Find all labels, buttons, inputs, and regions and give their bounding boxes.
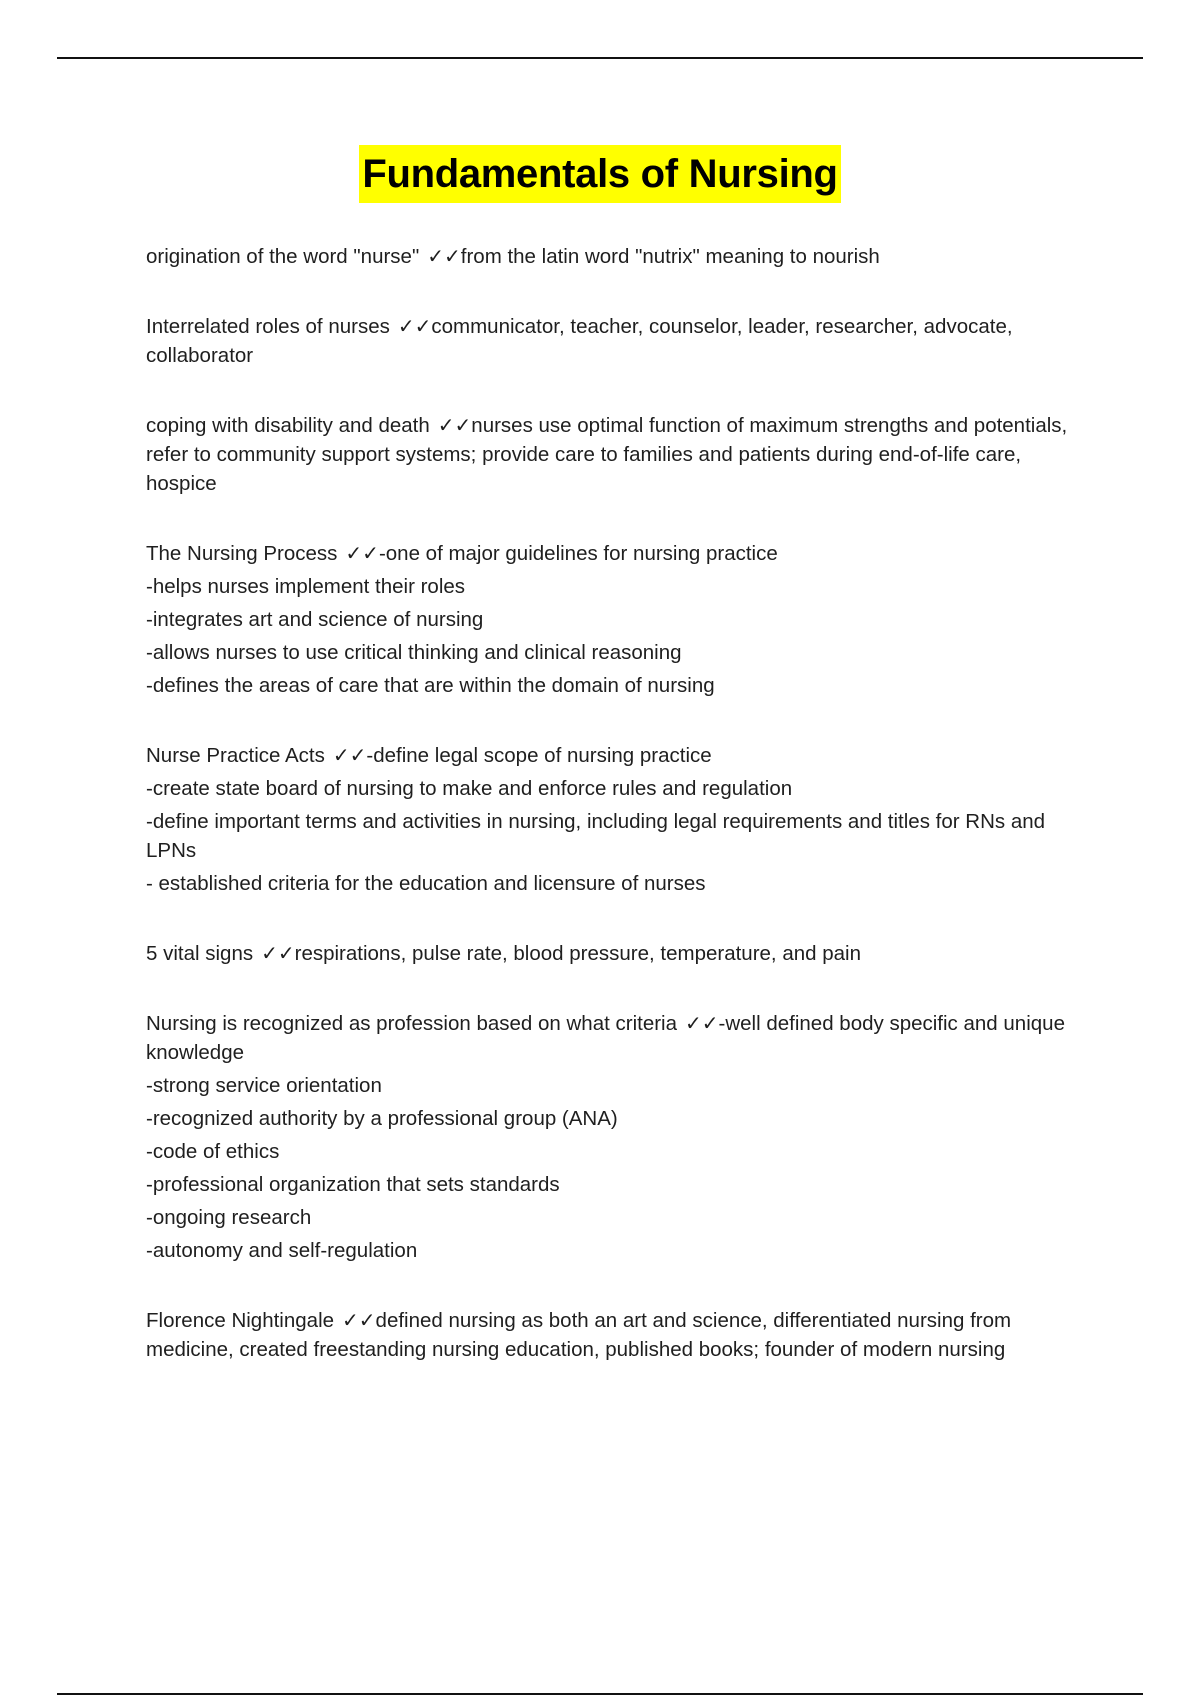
entry-bullet: -autonomy and self-regulation: [146, 1239, 418, 1262]
entry-bullet: -create state board of nursing to make and enforce rules and regulation: [146, 777, 793, 800]
flashcard-entry: [146, 539, 1096, 700]
entry-bullet: -define important terms and activities in nursing, including legal requirements and titles for RNs and LPNs: [146, 810, 1046, 862]
checkmark-icon: ✓✓: [345, 541, 379, 565]
entry-bullet: -defines the areas of care that are within the domain of nursing: [146, 674, 715, 697]
top-divider: [57, 57, 1143, 59]
entry-first-line: [146, 312, 1096, 370]
document-title: Fundamentals of Nursing: [359, 145, 840, 203]
entry-term: 5 vital signs: [146, 942, 254, 965]
entry-first-line: [146, 741, 1096, 770]
entry-answer: respirations, pulse rate, blood pressure, temperature, and pain: [294, 942, 861, 965]
entry-first-line: [146, 1009, 1096, 1067]
entry-answer: nurses use optimal function of maximum strengths and potentials, refer to community support systems; provide care to families and patients during end-of-life care, hospice: [146, 414, 1068, 495]
entry-first-line: [146, 411, 1096, 498]
flashcard-entry: [146, 242, 1096, 271]
bottom-divider: [57, 1693, 1143, 1695]
entry-term: origination of the word "nurse": [146, 245, 420, 268]
flashcard-entry: [146, 741, 1096, 898]
entry-answer: -one of major guidelines for nursing practice: [378, 542, 778, 565]
entry-answer: defined nursing as both an art and science, differentiated nursing from medicine, created freestanding nursing education, published books; founder of modern nursing: [146, 1309, 1012, 1361]
entry-answer: communicator, teacher, counselor, leader, researcher, advocate, collaborator: [146, 315, 1013, 367]
entry-term: coping with disability and death: [146, 414, 430, 437]
entry-bullet: -recognized authority by a professional group (ANA): [146, 1107, 618, 1130]
entry-bullet: -integrates art and science of nursing: [146, 608, 484, 631]
flashcard-entry: [146, 939, 1096, 968]
entry-first-line: [146, 1306, 1096, 1364]
flashcard-entry: [146, 411, 1096, 498]
entry-term: Nursing is recognized as profession based on what criteria: [146, 1012, 677, 1035]
flashcard-entry: [146, 1009, 1096, 1265]
entry-bullet: -helps nurses implement their roles: [146, 575, 466, 598]
entry-answer: -well defined body specific and unique knowledge: [146, 1012, 1065, 1064]
checkmark-icon: ✓✓: [332, 743, 367, 767]
entry-answer: -define legal scope of nursing practice: [366, 744, 712, 767]
entry-bullet: -professional organization that sets standards: [146, 1173, 560, 1196]
entry-bullet: -code of ethics: [146, 1140, 280, 1163]
flashcard-list: [146, 242, 1096, 1405]
checkmark-icon: ✓✓: [342, 1308, 376, 1332]
entry-first-line: [146, 939, 1096, 968]
entry-first-line: [146, 539, 1096, 568]
entry-first-line: [146, 242, 1096, 271]
entry-bullet: -allows nurses to use critical thinking and clinical reasoning: [146, 641, 682, 664]
flashcard-entry: [146, 1306, 1096, 1364]
checkmark-icon: ✓✓: [397, 314, 432, 338]
entry-term: The Nursing Process: [146, 542, 338, 565]
checkmark-icon: ✓✓: [427, 244, 461, 268]
entry-term: Interrelated roles of nurses: [146, 315, 390, 338]
entry-bullet: -ongoing research: [146, 1206, 312, 1229]
entry-bullet: - established criteria for the education and licensure of nurses: [146, 872, 706, 895]
entry-term: Nurse Practice Acts: [146, 744, 325, 767]
checkmark-icon: ✓✓: [261, 941, 295, 965]
entry-term: Florence Nightingale: [146, 1309, 335, 1332]
entry-answer: from the latin word "nutrix" meaning to nourish: [460, 245, 880, 268]
checkmark-icon: ✓✓: [685, 1011, 719, 1035]
checkmark-icon: ✓✓: [437, 413, 472, 437]
title-container: [0, 145, 1200, 203]
flashcard-entry: [146, 312, 1096, 370]
entry-bullet: -strong service orientation: [146, 1074, 382, 1097]
